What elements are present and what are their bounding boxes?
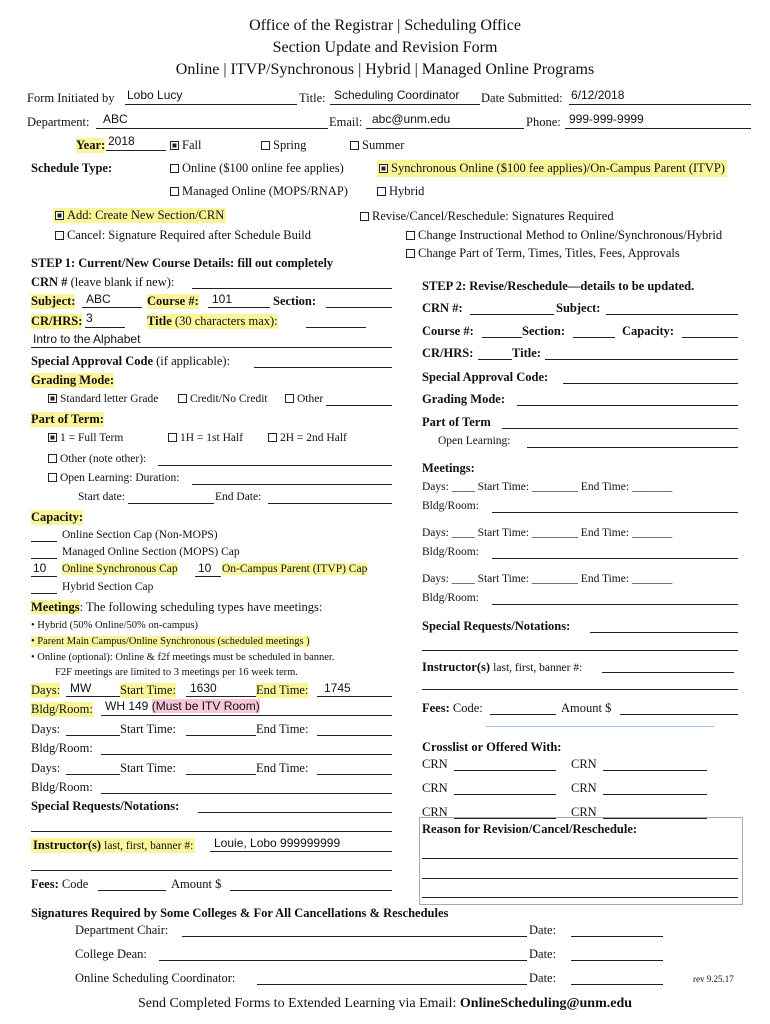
crosslist-crn-field-2[interactable]: [603, 770, 707, 771]
footer-email-link[interactable]: OnlineScheduling@unm.edu: [459, 996, 633, 1011]
bldg-field-3[interactable]: [101, 793, 392, 794]
cap-online-label: Online Section Cap (Non-MOPS): [62, 529, 218, 541]
step2-bldg-label-2: Bldg/Room:: [422, 546, 479, 558]
step2-special-field-2[interactable]: [422, 650, 738, 651]
cancel-option[interactable]: Cancel: Signature Required after Schedule Build: [55, 228, 311, 243]
bldg-field-2[interactable]: [101, 754, 392, 755]
step2-bldg-field-1[interactable]: [492, 512, 738, 513]
end-time-label-2: End Time:: [256, 722, 309, 736]
reason-label: Reason for Revision/Cancel/Reschedule:: [422, 822, 638, 836]
fall-checkbox[interactable]: [170, 141, 179, 150]
coordinator-label: Online Scheduling Coordinator:: [75, 971, 236, 985]
step2-grading-field[interactable]: [517, 405, 738, 406]
step2-title-field[interactable]: [545, 359, 738, 360]
bullet-parent: • Parent Main Campus/Online Synchronous (scheduled meetings ): [31, 636, 310, 647]
step2-days-label-1: Days: ____ Start Time: ________ End Time: _______: [422, 481, 673, 493]
hybrid-checkbox[interactable]: [377, 187, 386, 196]
other-grade-line: [326, 405, 392, 406]
year-field[interactable]: 2018: [108, 134, 135, 148]
date-submitted-field[interactable]: 6/12/2018: [571, 88, 625, 102]
step2-title-label: Title:: [512, 346, 541, 360]
fees-amount-label: Amount $: [171, 877, 222, 891]
end-time-field-2[interactable]: [317, 735, 392, 736]
dean-date-label: Date:: [529, 947, 557, 961]
step2-instructor-field[interactable]: [602, 672, 734, 673]
fees-label-1: Fees: Code: [31, 877, 89, 891]
add-new-checkbox[interactable]: [55, 211, 64, 220]
phone-line: [565, 128, 751, 129]
days-field-2[interactable]: [66, 735, 120, 736]
footer-send-text: Send Completed Forms to Extended Learning via Email:: [137, 996, 457, 1011]
end-time-label-1: End Time:: [256, 683, 309, 697]
start-time-field-2[interactable]: [186, 735, 256, 736]
standard-grade-checkbox[interactable]: [48, 394, 57, 403]
summer-option[interactable]: Summer: [350, 138, 404, 153]
special-requests-label: Special Requests/Notations:: [31, 799, 180, 813]
course-label: Course #:: [147, 294, 199, 308]
title-line: [330, 104, 480, 105]
crosslist-crn-label-4: CRN: [571, 781, 597, 795]
bullet-hybrid: • Hybrid (50% Online/50% on-campus): [31, 620, 198, 631]
crosslist-crn-label-6: CRN: [571, 805, 597, 819]
header-line-3: Online | ITVP/Synchronous | Hybrid | Managed Online Programs: [175, 61, 595, 78]
days-label-3: Days:: [31, 761, 61, 775]
crosslist-crn-label-5: CRN: [422, 805, 448, 819]
title-label: Title:: [299, 91, 326, 105]
step2-subject-field[interactable]: [606, 314, 738, 315]
step2-crhrs-label: CR/HRS:: [422, 346, 474, 360]
header-line-2: Section Update and Revision Form: [272, 39, 498, 56]
change-method-option[interactable]: Change Instructional Method to Online/Synchronous/Hybrid: [406, 228, 722, 243]
other-grade-checkbox[interactable]: [285, 394, 294, 403]
standard-grade-option[interactable]: Standard letter Grade: [48, 393, 158, 405]
section-field[interactable]: [326, 307, 392, 308]
crosslist-label: Crosslist or Offered With:: [422, 740, 562, 754]
crosslist-crn-field-3[interactable]: [454, 794, 556, 795]
bullet-online-note: F2F meetings are limited to 3 meetings per 16 week term.: [55, 667, 298, 678]
subject-label: Subject:: [31, 294, 76, 308]
crosslist-crn-label-2: CRN: [571, 757, 597, 771]
step2-part-field[interactable]: [502, 428, 738, 429]
footer: [0, 996, 770, 1012]
days-label-2: Days:: [31, 722, 61, 736]
second-half-option[interactable]: 2H = 2nd Half: [268, 432, 347, 444]
duration-field[interactable]: [192, 484, 392, 485]
course-line: [208, 307, 270, 308]
end-date-field[interactable]: [268, 503, 392, 504]
email-line: [366, 128, 524, 129]
days-label-1: Days:: [31, 683, 61, 697]
step2-capacity-field[interactable]: [682, 337, 738, 338]
step2-bldg-field-2[interactable]: [492, 558, 738, 559]
dean-label: College Dean:: [75, 947, 147, 961]
full-term-checkbox[interactable]: [48, 433, 57, 442]
step2-grading-label: Grading Mode:: [422, 392, 505, 406]
other-term-checkbox[interactable]: [48, 454, 57, 463]
header-line-1: Office of the Registrar | Scheduling Office: [249, 17, 521, 34]
chair-date-field[interactable]: [571, 936, 663, 937]
start-time-field-1[interactable]: 1630: [190, 681, 217, 695]
department-label: Department:: [27, 115, 90, 129]
chair-signature-field[interactable]: [182, 936, 527, 937]
online-checkbox[interactable]: [170, 164, 179, 173]
end-time-field-1[interactable]: 1745: [324, 681, 351, 695]
cap-itvp-label: On-Campus Parent (ITVP) Cap: [222, 563, 368, 575]
step2-special-label: Special Requests/Notations:: [422, 619, 571, 633]
crhrs-field[interactable]: 3: [86, 311, 93, 325]
reason-line-1[interactable]: [422, 858, 738, 859]
step2-meetings-label: Meetings:: [422, 461, 475, 475]
bldg-label-3: Bldg/Room:: [31, 780, 93, 794]
cap-sync-label: Online Synchronous Cap: [62, 563, 178, 575]
crosslist-crn-label-3: CRN: [422, 781, 448, 795]
title-field[interactable]: Scheduling Coordinator: [334, 88, 460, 102]
crosslist-crn-label-1: CRN: [422, 757, 448, 771]
first-half-option[interactable]: 1H = 1st Half: [168, 432, 243, 444]
grading-label: Grading Mode:: [31, 373, 114, 387]
end-time-field-3[interactable]: [317, 774, 392, 775]
date-line: [569, 104, 751, 105]
hybrid-option[interactable]: Hybrid: [377, 184, 424, 199]
cap-hybrid-label: Hybrid Section Cap: [62, 581, 154, 593]
coordinator-date-label: Date:: [529, 971, 557, 985]
subject-field[interactable]: ABC: [86, 292, 111, 306]
cap-itvp-field[interactable]: 10: [198, 561, 212, 575]
start-time-label-2: Start Time:: [120, 722, 176, 736]
end-time-line-1: [317, 696, 392, 697]
open-learning-option[interactable]: Open Learning: Duration:: [48, 472, 179, 484]
step2-fees-amount-label: Amount $: [561, 701, 612, 715]
other-term-option[interactable]: Other (note other):: [48, 453, 146, 465]
cancel-checkbox[interactable]: [55, 231, 64, 240]
start-time-field-3[interactable]: [186, 774, 256, 775]
revise-checkbox[interactable]: [360, 212, 369, 221]
bldg-label-2: Bldg/Room:: [31, 741, 93, 755]
managed-online-checkbox[interactable]: [170, 187, 179, 196]
step2-approval-label: Special Approval Code:: [422, 370, 549, 384]
approval-label: Special Approval Code (if applicable):: [31, 354, 231, 368]
course-field[interactable]: 101: [212, 292, 233, 306]
cap-sync-line: [31, 576, 57, 577]
phone-field[interactable]: 999-999-9999: [569, 112, 644, 126]
crosslist-crn-field-4[interactable]: [603, 794, 707, 795]
crn-label: CRN # (leave blank if new):: [31, 275, 175, 289]
credit-checkbox[interactable]: [178, 394, 187, 403]
start-date-label: Start date:: [78, 491, 125, 503]
title30-label: Title (30 characters max):: [147, 314, 278, 328]
step2-crn-label: CRN #:: [422, 301, 463, 315]
course-title-field[interactable]: Intro to the Alphabet: [33, 332, 141, 346]
synchronous-checkbox[interactable]: [379, 164, 388, 173]
start-time-line-1: [186, 696, 256, 697]
synchronous-option[interactable]: Synchronous Online ($100 fee applies)/On-Campus Parent (ITVP): [377, 160, 727, 177]
spring-option[interactable]: Spring: [261, 138, 306, 153]
step2-capacity-label: Capacity:: [622, 324, 675, 338]
online-option[interactable]: Online ($100 online fee applies): [170, 161, 344, 176]
step2-bldg-field-3[interactable]: [492, 604, 738, 605]
end-time-label-3: End Time:: [256, 761, 309, 775]
dean-signature-field[interactable]: [159, 960, 527, 961]
cap-sync-field[interactable]: 10: [33, 561, 47, 575]
step2-special-field[interactable]: [590, 632, 738, 633]
bldg-label-1: Bldg/Room:: [31, 702, 93, 716]
cap-managed-field[interactable]: [31, 558, 57, 559]
days-field-3[interactable]: [66, 774, 120, 775]
crhrs-label: CR/HRS:: [31, 314, 83, 328]
first-half-checkbox[interactable]: [168, 433, 177, 442]
chair-date-label: Date:: [529, 923, 557, 937]
step2-open-learning-label: Open Learning:: [438, 435, 511, 447]
step2-section-label: Section:: [522, 324, 566, 338]
change-part-checkbox[interactable]: [406, 249, 415, 258]
credit-option[interactable]: Credit/No Credit: [178, 393, 268, 405]
phone-label: Phone:: [526, 115, 561, 129]
subject-line: [82, 307, 142, 308]
bullet-online: • Online (optional): Online & f2f meetings must be scheduled in banner.: [31, 652, 335, 663]
step2-fees-code-field[interactable]: [490, 714, 556, 715]
capacity-label: Capacity:: [31, 510, 84, 524]
special-requests-field[interactable]: [198, 812, 392, 813]
cap-hybrid-field[interactable]: [31, 593, 57, 594]
department-line: [96, 128, 328, 129]
part-of-term-label: Part of Term:: [31, 412, 104, 426]
fees-amount-field[interactable]: [230, 890, 392, 891]
step2-days-label-3: Days: ____ Start Time: ________ End Time: _______: [422, 573, 673, 585]
step2-approval-field[interactable]: [563, 383, 738, 384]
bldg-line-1: [101, 715, 392, 716]
revise-option[interactable]: Revise/Cancel/Reschedule: Signatures Required: [360, 209, 614, 224]
step2-part-label: Part of Term: [422, 415, 491, 429]
instructor-label: Instructor(s) last, first, banner #:: [33, 838, 194, 852]
crhrs-line: [85, 327, 125, 328]
step2-instructor-field-2[interactable]: [422, 689, 738, 690]
end-date-label: End Date:: [215, 491, 262, 503]
managed-online-option[interactable]: Managed Online (MOPS/RNAP): [170, 184, 348, 199]
bldg-field-1[interactable]: WH 149 (Must be ITV Room): [105, 699, 260, 713]
add-new-option[interactable]: Add: Create New Section/CRN: [53, 208, 226, 223]
other-term-field[interactable]: [158, 465, 392, 466]
year-line: [106, 150, 166, 151]
title30-line: [306, 327, 366, 328]
coordinator-signature-field[interactable]: [257, 984, 527, 985]
date-submitted-label: Date Submitted:: [481, 91, 563, 105]
crn-field[interactable]: [192, 288, 392, 289]
spring-checkbox[interactable]: [261, 141, 270, 150]
approval-field[interactable]: [254, 367, 392, 368]
other-grade-option[interactable]: Other: [285, 393, 323, 405]
step2-bldg-label-3: Bldg/Room:: [422, 592, 479, 604]
revision-note: rev 9.25.17: [693, 974, 734, 984]
step2-instructor-label: Instructor(s) last, first, banner #:: [422, 660, 583, 674]
days-line-1: [66, 696, 120, 697]
section-label: Section:: [273, 294, 317, 308]
fees-code-field[interactable]: [98, 890, 166, 891]
step2-crhrs-field[interactable]: [478, 359, 512, 360]
year-label: Year:: [76, 138, 106, 152]
step1-heading: STEP 1: Current/New Course Details: fill out completely: [31, 256, 334, 270]
cap-managed-label: Managed Online Section (MOPS) Cap: [62, 546, 240, 558]
department-field[interactable]: ABC: [103, 112, 128, 126]
step2-heading: STEP 2: Revise/Reschedule—details to be updated.: [422, 279, 695, 293]
change-method-checkbox[interactable]: [406, 231, 415, 240]
step2-section-field[interactable]: [573, 337, 615, 338]
signatures-heading: Signatures Required by Some Colleges & For All Cancellations & Reschedules: [31, 906, 449, 920]
step2-course-field[interactable]: [482, 337, 522, 338]
summer-checkbox[interactable]: [350, 141, 359, 150]
start-time-label-3: Start Time:: [120, 761, 176, 775]
email-field[interactable]: abc@unm.edu: [372, 112, 451, 126]
cap-itvp-line: [195, 576, 221, 577]
days-field-1[interactable]: MW: [70, 681, 92, 695]
instructor-field[interactable]: Louie, Lobo 999999999: [214, 836, 341, 850]
step2-course-label: Course #:: [422, 324, 474, 338]
step2-crn-field[interactable]: [470, 314, 554, 315]
step2-days-label-2: Days: ____ Start Time: ________ End Time: _______: [422, 527, 673, 539]
crosslist-crn-field-1[interactable]: [454, 770, 556, 771]
step2-fees-label: Fees: Code:: [422, 701, 483, 715]
course-title-line: [31, 347, 392, 348]
reason-line-2[interactable]: [422, 878, 738, 879]
full-term-option[interactable]: 1 = Full Term: [48, 432, 123, 444]
chair-label: Department Chair:: [75, 923, 169, 937]
initiated-field[interactable]: Lobo Lucy: [127, 88, 183, 102]
step2-bldg-label-1: Bldg/Room:: [422, 500, 479, 512]
second-half-checkbox[interactable]: [268, 433, 277, 442]
dean-date-field[interactable]: [571, 960, 663, 961]
change-part-option[interactable]: Change Part of Term, Times, Titles, Fees, Approvals: [406, 246, 680, 261]
initiated-line: [125, 104, 297, 105]
instructor-line: [210, 851, 392, 852]
meetings-label: Meetings: The following scheduling types have meetings:: [31, 600, 323, 614]
special-requests-field-2[interactable]: [31, 831, 392, 832]
fall-option[interactable]: Fall: [170, 138, 201, 153]
start-date-field[interactable]: [128, 503, 214, 504]
step2-fees-amount-field[interactable]: [620, 714, 738, 715]
open-learning-checkbox[interactable]: [48, 473, 57, 482]
email-label: Email:: [329, 115, 363, 129]
step2-open-learning-field[interactable]: [527, 447, 738, 448]
step2-fees-divider: [486, 726, 714, 727]
instructor-line-2: [31, 870, 392, 871]
initiated-label: Form Initiated by: [27, 91, 115, 105]
schedule-type-label: Schedule Type:: [31, 161, 113, 175]
start-time-label-1: Start Time:: [120, 683, 176, 697]
cap-online-field[interactable]: [31, 541, 57, 542]
reason-line-3[interactable]: [422, 897, 738, 898]
coordinator-date-field[interactable]: [571, 984, 663, 985]
step2-subject-label: Subject:: [556, 301, 601, 315]
